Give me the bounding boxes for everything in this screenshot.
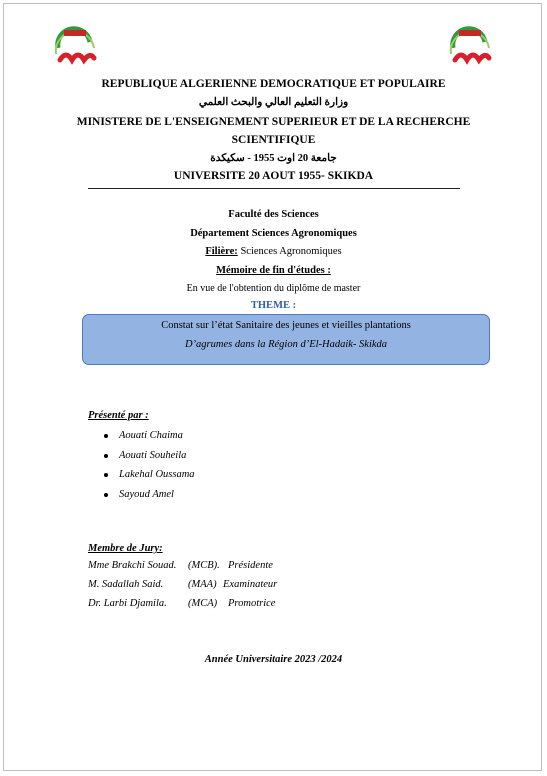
student-list	[104, 430, 195, 508]
filiere-value: Sciences Agronomiques	[237, 246, 342, 257]
academic-year: Année Universitaire 2023 /2024	[204, 654, 343, 665]
student-name: Aouati Souheila	[119, 449, 187, 461]
student-name: Aouati Chaima	[119, 430, 183, 441]
ministry-arabic: وزارة التعليم العالي والبحث العلمي	[198, 97, 349, 108]
theme-line-2: D’agrumes dans la Région d’El-Hadaik- Skikda	[184, 339, 388, 350]
student-name: Lakehal Oussama	[119, 469, 195, 480]
jury-grade: (MCB).	[188, 560, 220, 571]
list-item	[104, 430, 195, 450]
republic-title: REPUBLIQUE ALGERIENNE DEMOCRATIQUE ET POPULAIRE	[101, 78, 446, 90]
bullet-icon	[104, 434, 108, 438]
student-name: Sayoud Amel	[119, 488, 174, 500]
list-item	[104, 489, 195, 509]
jury-role: Examinateur	[223, 579, 278, 590]
presented-by-title: Présenté par :	[88, 410, 149, 421]
university-name: UNIVERSITE 20 AOUT 1955- SKIKDA	[173, 170, 374, 182]
bullet-icon	[104, 493, 108, 497]
jury-title: Membre de Jury:	[88, 543, 163, 554]
memoire-title: Mémoire de fin d'études :	[216, 265, 331, 276]
university-logo-left	[50, 20, 98, 72]
bullet-icon	[104, 454, 108, 458]
university-arabic: جامعة 20 اوت 1955 - سكيكدة	[210, 153, 337, 164]
obtention-line: En vue de l'obtention du diplôme de master	[186, 283, 361, 294]
list-item	[104, 450, 195, 470]
faculty-name: Faculté des Sciences	[228, 209, 319, 220]
department-name: Département Sciences Agronomiques	[190, 228, 357, 239]
header-divider	[88, 188, 460, 189]
ministry-title-line1: MINISTERE DE L'ENSEIGNEMENT SUPERIEUR ET DE LA RECHERCHE	[76, 116, 471, 128]
jury-name: M. Sadallah Said.	[88, 579, 164, 590]
list-item	[104, 469, 195, 489]
jury-grade: (MCA)	[188, 598, 218, 609]
ministry-title-line2: SCIENTIFIQUE	[231, 134, 316, 146]
jury-name: Mme Brakchi Souad.	[88, 560, 177, 571]
filiere-line	[0, 246, 547, 257]
jury-grade: (MAA)	[188, 579, 217, 590]
theme-label: THEME :	[250, 300, 297, 311]
theme-line-1: Constat sur l’état Sanitaire des jeunes et vieilles plantations	[161, 320, 411, 331]
jury-role: Promotrice	[228, 598, 276, 609]
bullet-icon	[104, 473, 108, 477]
theme-box	[82, 314, 490, 365]
jury-role: Présidente	[228, 560, 273, 571]
university-logo-right	[445, 20, 493, 72]
filiere-label: Filière:	[205, 246, 238, 257]
jury-name: Dr. Larbi Djamila.	[88, 598, 167, 609]
